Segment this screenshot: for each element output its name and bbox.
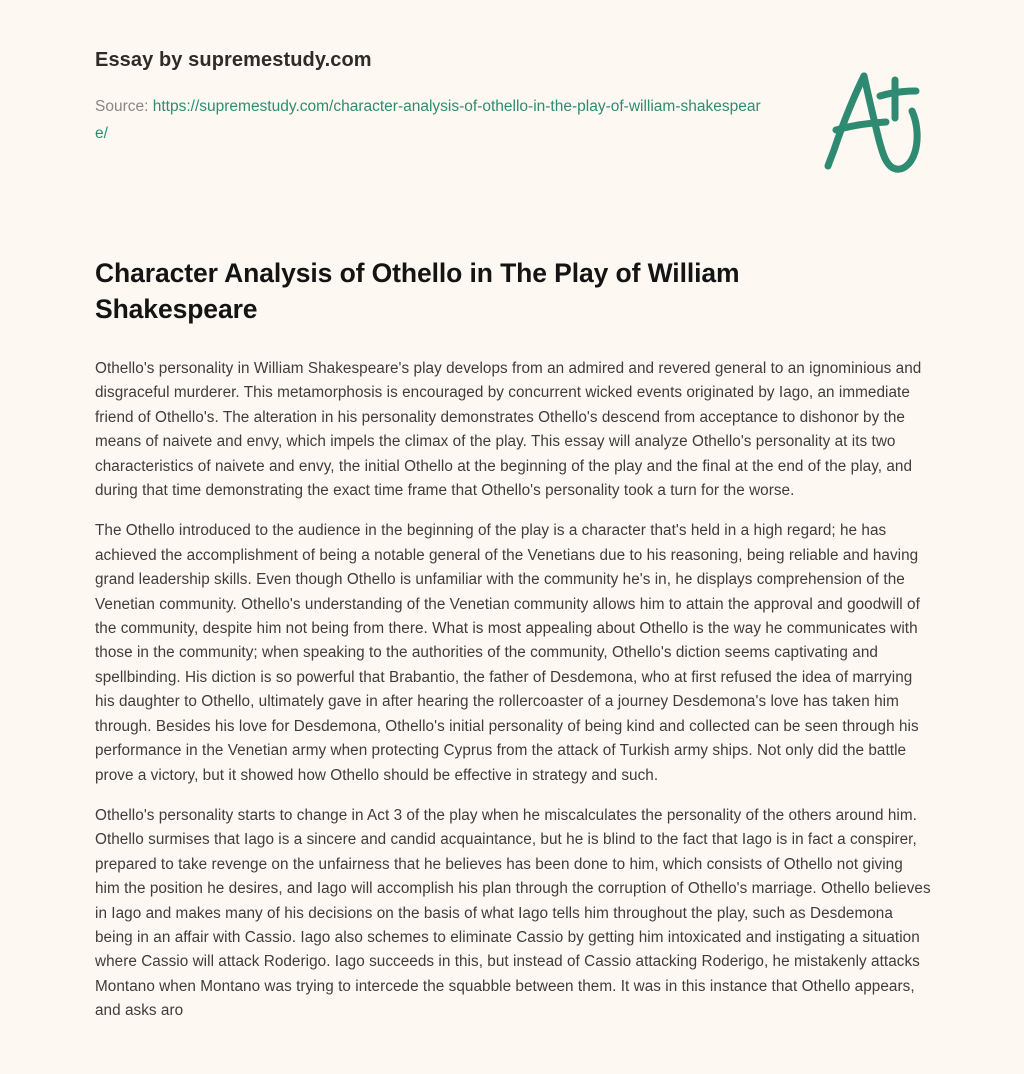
source-url-link[interactable]: https://supremestudy.com/character-analysis-of-othello-in-the-play-of-william-shakespeare/ [95, 98, 761, 142]
page-header [0, 0, 1024, 200]
page-title: Character Analysis of Othello in The Play of William Shakespeare [95, 258, 740, 324]
article [95, 255, 931, 1024]
source-line [95, 72, 767, 147]
byline: Essay by supremestudy.com [95, 49, 372, 71]
paragraph: Othello's personality in William Shakespeare's play develops from an admired and revered general to an ignominious and disgraceful murderer. This metamorphosis is encouraged by concurrent wicked events originated by Iago, an immediate friend of Othello's. The alteration in his personality demonstrates Othello's descend from acceptance to dishonor by the means of naivete and envy, which impels the climax of the play. This essay will analyze Othello's personality at its two characteristics of naivete and envy, the initial Othello at the beginning of the play and the final at the end of the play, and during that time demonstrating the exact time frame that Othello's personality took a turn for the worse. [95, 360, 922, 500]
source-label: Source: [95, 98, 149, 115]
article-body [95, 327, 931, 1024]
header-text-block [95, 48, 795, 147]
paragraph: Othello's personality starts to change in Act 3 of the play when he miscalculates the personality of the others around him. Othello surmises that Iago is a sincere and candid acquaintance, but he is blind to the fact that Iago is in fact a conspirer, prepared to take revenge on the unfairness that he believes has been done to him, which consists of Othello not giving him the position he desires, and Iago will accomplish his plan through the corruption of Othello's marriage. Othello believes in Iago and makes many of his decisions on the basis of what Iago tells him throughout the play, such as Desdemona being in an affair with Cassio. Iago also schemes to eliminate Cassio by getting him intoxicated and instigating a situation where Cassio will attack Roderigo. Iago succeeds in this, but instead of Cassio attacking Roderigo, he mistakenly attacks Montano when Montano was trying to intercede the squabble between them. It was in this instance that Othello appears, and asks aro [95, 806, 931, 1020]
paragraph: The Othello introduced to the audience in the beginning of the play is a character that's held in a high regard; he has achieved the accomplishment of being a notable general of the Venetians due to his reasoning, being reliable and having grand leadership skills. Even though Othello is unfamiliar with the community he's in, he displays comprehension of the Venetian community. Othello's understanding of the Venetian community allows him to attain the approval and goodwill of the community, despite him not being from there. What is most appealing about Othello is the way he communicates with those in the community; when speaking to the authorities of the community, Othello's diction seems captivating and spellbinding. His diction is so powerful that Brabantio, the father of Desdemona, who at first refused the idea of marrying his daughter to Othello, ultimately gave in after hearing the rollercoaster of a journey Desdemona's love has taken him through. Besides his love for Desdemona, Othello's initial personality of being kind and collected can be seen through his performance in the Venetian army when protecting Cyprus from the attack of Turkish army ships. Not only did the battle prove a victory, but it showed how Othello should be effective in strategy and such. [95, 522, 920, 784]
aplus-logo-icon [812, 58, 936, 178]
